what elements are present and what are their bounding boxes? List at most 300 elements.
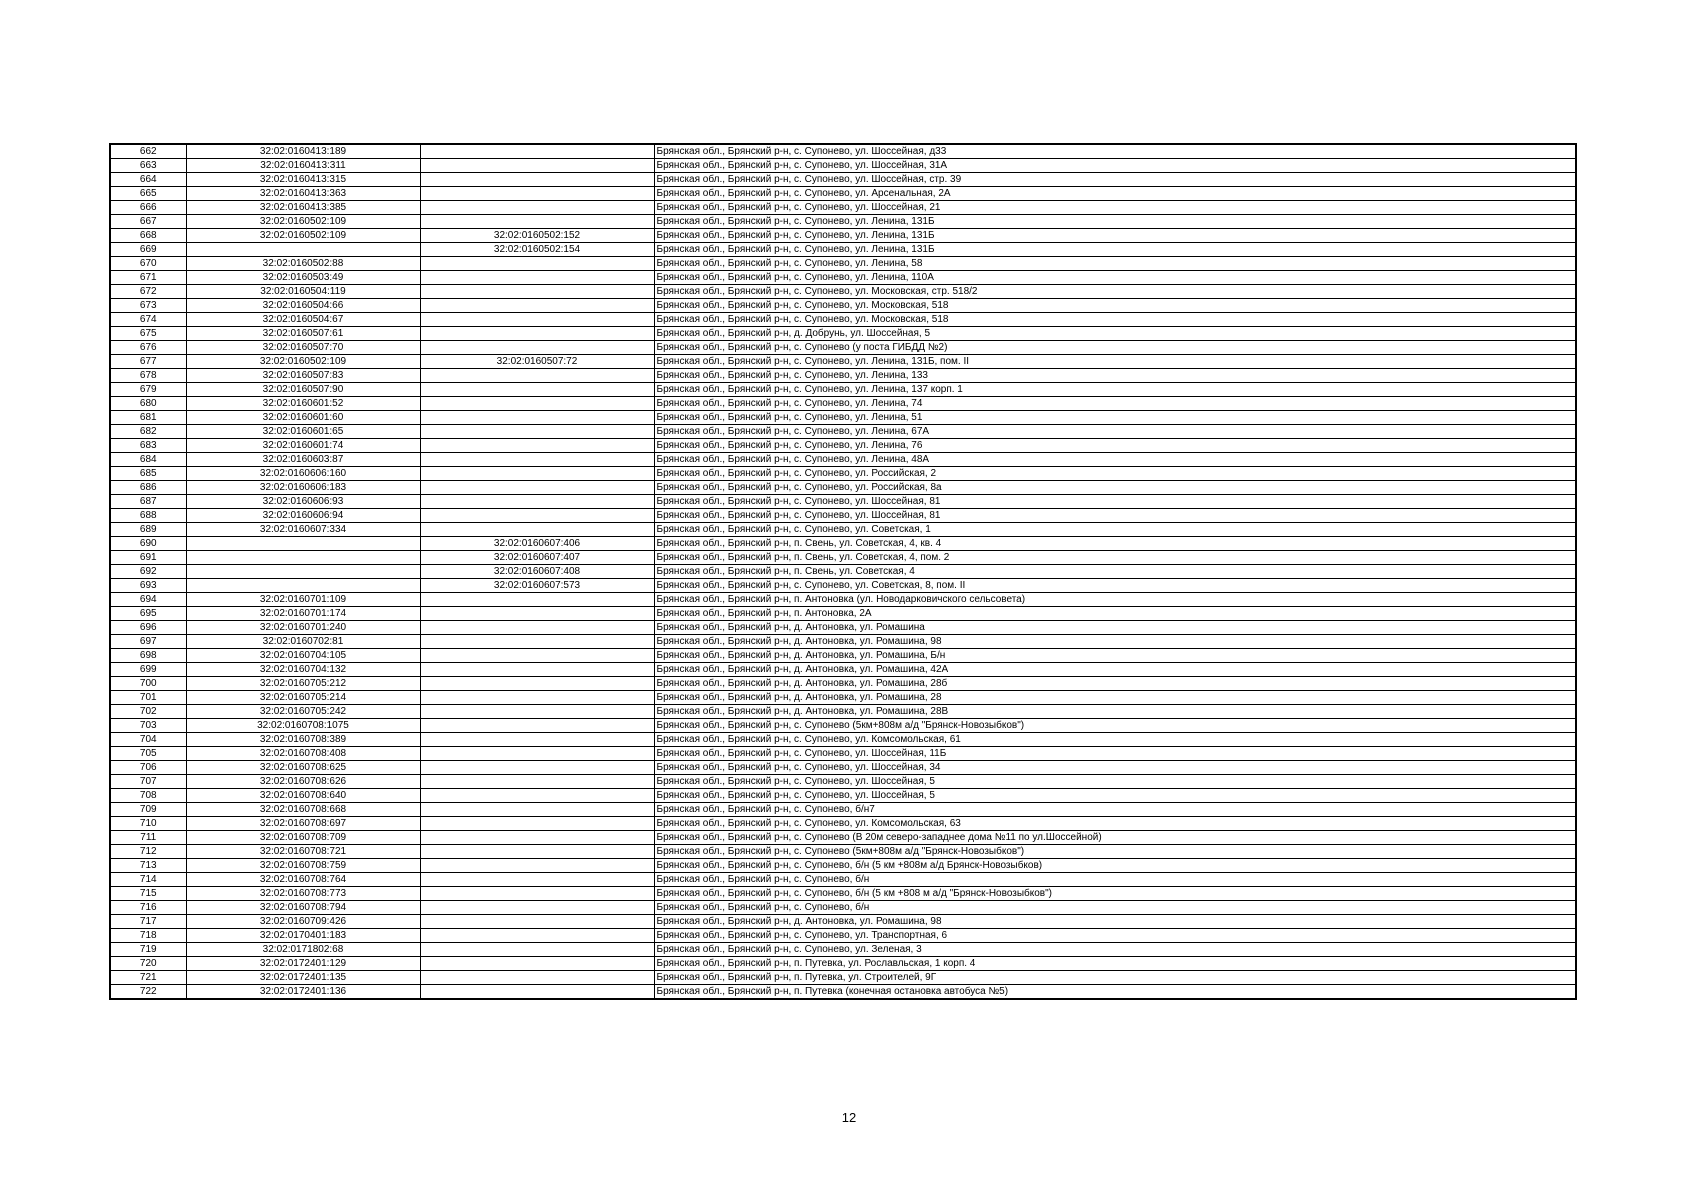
parent-cadastral-number-cell: 32:02:0160607:573 [420, 579, 654, 593]
parent-cadastral-number-cell [420, 369, 654, 383]
cadastral-number-cell: 32:02:0160507:90 [186, 383, 420, 397]
address-cell: Брянская обл., Брянский р-н, с. Супонево, ул. Ленина, 131Б, пом. II [654, 355, 1576, 369]
row-number-cell: 713 [110, 859, 186, 873]
parent-cadastral-number-cell [420, 621, 654, 635]
table-row [110, 257, 1576, 271]
cadastral-number-cell: 32:02:0160507:70 [186, 341, 420, 355]
table-row [110, 901, 1576, 915]
table-body [110, 144, 1576, 999]
parent-cadastral-number-cell [420, 957, 654, 971]
row-number-cell: 699 [110, 663, 186, 677]
row-number-cell: 686 [110, 481, 186, 495]
cadastral-number-cell: 32:02:0160413:311 [186, 159, 420, 173]
cadastral-number-cell: 32:02:0160708:773 [186, 887, 420, 901]
cadastral-number-cell: 32:02:0160708:759 [186, 859, 420, 873]
parent-cadastral-number-cell [420, 901, 654, 915]
cadastral-number-cell: 32:02:0160701:240 [186, 621, 420, 635]
table-row [110, 187, 1576, 201]
parent-cadastral-number-cell [420, 873, 654, 887]
parent-cadastral-number-cell: 32:02:0160607:406 [420, 537, 654, 551]
cadastral-number-cell: 32:02:0160502:88 [186, 257, 420, 271]
cadastral-number-cell: 32:02:0160708:626 [186, 775, 420, 789]
row-number-cell: 698 [110, 649, 186, 663]
cadastral-number-cell: 32:02:0160606:93 [186, 495, 420, 509]
table-row [110, 411, 1576, 425]
address-cell: Брянская обл., Брянский р-н, с. Супонево, б/н [654, 901, 1576, 915]
parent-cadastral-number-cell: 32:02:0160607:407 [420, 551, 654, 565]
cadastral-number-cell: 32:02:0160504:66 [186, 299, 420, 313]
address-cell: Брянская обл., Брянский р-н, с. Супонево, ул. Транспортная, 6 [654, 929, 1576, 943]
parent-cadastral-number-cell [420, 327, 654, 341]
parent-cadastral-number-cell [420, 733, 654, 747]
address-cell: Брянская обл., Брянский р-н, с. Супонево, ул. Ленина, 76 [654, 439, 1576, 453]
row-number-cell: 719 [110, 943, 186, 957]
cadastral-number-cell: 32:02:0160507:61 [186, 327, 420, 341]
address-cell: Брянская обл., Брянский р-н, с. Супонево, б/н (5 км +808 м а/д "Брянск-Новозыбков") [654, 887, 1576, 901]
table-row [110, 271, 1576, 285]
address-cell: Брянская обл., Брянский р-н, с. Супонево, ул. Шоссейная, стр. 39 [654, 173, 1576, 187]
cadastral-number-cell: 32:02:0160704:105 [186, 649, 420, 663]
address-cell: Брянская обл., Брянский р-н, с. Супонево, б/н (5 км +808м а/д Брянск-Новозыбков) [654, 859, 1576, 873]
table-row [110, 621, 1576, 635]
parent-cadastral-number-cell [420, 831, 654, 845]
address-cell: Брянская обл., Брянский р-н, с. Супонево, ул. Российская, 2 [654, 467, 1576, 481]
table-row [110, 705, 1576, 719]
cadastral-number-cell: 32:02:0160606:94 [186, 509, 420, 523]
table-row [110, 369, 1576, 383]
property-register-table [109, 143, 1577, 1000]
address-cell: Брянская обл., Брянский р-н, с. Супонево, ул. Ленина, 74 [654, 397, 1576, 411]
parent-cadastral-number-cell [420, 887, 654, 901]
parent-cadastral-number-cell: 32:02:0160507:72 [420, 355, 654, 369]
parent-cadastral-number-cell [420, 173, 654, 187]
address-cell: Брянская обл., Брянский р-н, с. Супонево, ул. Ленина, 131Б [654, 215, 1576, 229]
table-row [110, 593, 1576, 607]
cadastral-number-cell: 32:02:0160705:212 [186, 677, 420, 691]
cadastral-number-cell: 32:02:0160504:67 [186, 313, 420, 327]
address-cell: Брянская обл., Брянский р-н, п. Путевка (конечная остановка автобуса №5) [654, 985, 1576, 1000]
address-cell: Брянская обл., Брянский р-н, с. Супонево, ул. Московская, 518 [654, 313, 1576, 327]
parent-cadastral-number-cell [420, 747, 654, 761]
row-number-cell: 669 [110, 243, 186, 257]
table-row [110, 985, 1576, 1000]
parent-cadastral-number-cell [420, 313, 654, 327]
parent-cadastral-number-cell [420, 425, 654, 439]
cadastral-number-cell: 32:02:0160704:132 [186, 663, 420, 677]
parent-cadastral-number-cell [420, 971, 654, 985]
row-number-cell: 683 [110, 439, 186, 453]
row-number-cell: 717 [110, 915, 186, 929]
row-number-cell: 670 [110, 257, 186, 271]
table-row [110, 551, 1576, 565]
address-cell: Брянская обл., Брянский р-н, с. Супонево, ул. Ленина, 110А [654, 271, 1576, 285]
address-cell: Брянская обл., Брянский р-н, с. Супонево, ул. Шоссейная, 11Б [654, 747, 1576, 761]
table-row [110, 327, 1576, 341]
row-number-cell: 720 [110, 957, 186, 971]
cadastral-number-cell: 32:02:0160701:109 [186, 593, 420, 607]
cadastral-number-cell: 32:02:0160705:214 [186, 691, 420, 705]
address-cell: Брянская обл., Брянский р-н, д. Антоновка, ул. Ромашина, 28 [654, 691, 1576, 705]
row-number-cell: 712 [110, 845, 186, 859]
parent-cadastral-number-cell [420, 775, 654, 789]
address-cell: Брянская обл., Брянский р-н, с. Супонево, ул. Шоссейная, 34 [654, 761, 1576, 775]
table-row [110, 579, 1576, 593]
address-cell: Брянская обл., Брянский р-н, д. Антоновка, ул. Ромашина, 98 [654, 635, 1576, 649]
parent-cadastral-number-cell [420, 691, 654, 705]
cadastral-number-cell: 32:02:0160708:640 [186, 789, 420, 803]
address-cell: Брянская обл., Брянский р-н, с. Супонево, ул. Арсенальная, 2А [654, 187, 1576, 201]
table-row [110, 173, 1576, 187]
parent-cadastral-number-cell: 32:02:0160607:408 [420, 565, 654, 579]
parent-cadastral-number-cell [420, 201, 654, 215]
row-number-cell: 700 [110, 677, 186, 691]
parent-cadastral-number-cell [420, 257, 654, 271]
cadastral-number-cell: 32:02:0160708:668 [186, 803, 420, 817]
cadastral-number-cell: 32:02:0160606:183 [186, 481, 420, 495]
row-number-cell: 702 [110, 705, 186, 719]
row-number-cell: 709 [110, 803, 186, 817]
parent-cadastral-number-cell [420, 943, 654, 957]
row-number-cell: 705 [110, 747, 186, 761]
parent-cadastral-number-cell [420, 481, 654, 495]
table-row [110, 537, 1576, 551]
table-row [110, 397, 1576, 411]
row-number-cell: 697 [110, 635, 186, 649]
row-number-cell: 672 [110, 285, 186, 299]
page-number: 12 [841, 1110, 857, 1125]
parent-cadastral-number-cell [420, 383, 654, 397]
address-cell: Брянская обл., Брянский р-н, д. Антоновка, ул. Ромашина, 42А [654, 663, 1576, 677]
table-row [110, 957, 1576, 971]
cadastral-number-cell: 32:02:0160701:174 [186, 607, 420, 621]
address-cell: Брянская обл., Брянский р-н, д. Антоновка, ул. Ромашина, 98 [654, 915, 1576, 929]
address-cell: Брянская обл., Брянский р-н, с. Супонево, ул. Шоссейная, 81 [654, 509, 1576, 523]
row-number-cell: 680 [110, 397, 186, 411]
parent-cadastral-number-cell [420, 929, 654, 943]
address-cell: Брянская обл., Брянский р-н, д. Антоновка, ул. Ромашина [654, 621, 1576, 635]
table-row [110, 943, 1576, 957]
row-number-cell: 716 [110, 901, 186, 915]
cadastral-number-cell: 32:02:0160601:74 [186, 439, 420, 453]
row-number-cell: 701 [110, 691, 186, 705]
cadastral-number-cell: 32:02:0160708:697 [186, 817, 420, 831]
cadastral-number-cell: 32:02:0160413:315 [186, 173, 420, 187]
cadastral-number-cell: 32:02:0160708:794 [186, 901, 420, 915]
cadastral-number-cell: 32:02:0170401:183 [186, 929, 420, 943]
table-row [110, 747, 1576, 761]
row-number-cell: 708 [110, 789, 186, 803]
parent-cadastral-number-cell [420, 915, 654, 929]
table-row [110, 719, 1576, 733]
table-row [110, 971, 1576, 985]
parent-cadastral-number-cell [420, 397, 654, 411]
table-row [110, 313, 1576, 327]
row-number-cell: 684 [110, 453, 186, 467]
table-row [110, 859, 1576, 873]
address-cell: Брянская обл., Брянский р-н, д. Антоновка, ул. Ромашина, 28б [654, 677, 1576, 691]
parent-cadastral-number-cell [420, 985, 654, 1000]
address-cell: Брянская обл., Брянский р-н, п. Путевка, ул. Строителей, 9Г [654, 971, 1576, 985]
row-number-cell: 665 [110, 187, 186, 201]
address-cell: Брянская обл., Брянский р-н, с. Супонево, ул. Ленина, 58 [654, 257, 1576, 271]
address-cell: Брянская обл., Брянский р-н, с. Супонево, ул. Ленина, 48А [654, 453, 1576, 467]
cadastral-number-cell: 32:02:0160601:65 [186, 425, 420, 439]
table-row [110, 215, 1576, 229]
table-row [110, 439, 1576, 453]
table-row [110, 341, 1576, 355]
table-row [110, 201, 1576, 215]
cadastral-number-cell: 32:02:0160702:81 [186, 635, 420, 649]
table-row [110, 831, 1576, 845]
table-row [110, 803, 1576, 817]
parent-cadastral-number-cell [420, 285, 654, 299]
table-row [110, 887, 1576, 901]
parent-cadastral-number-cell [420, 677, 654, 691]
address-cell: Брянская обл., Брянский р-н, с. Супонево, ул. Ленина, 133 [654, 369, 1576, 383]
parent-cadastral-number-cell: 32:02:0160502:152 [420, 229, 654, 243]
table-row [110, 873, 1576, 887]
cadastral-number-cell: 32:02:0160413:385 [186, 201, 420, 215]
cadastral-number-cell: 32:02:0160502:109 [186, 355, 420, 369]
table-row [110, 789, 1576, 803]
parent-cadastral-number-cell [420, 215, 654, 229]
row-number-cell: 693 [110, 579, 186, 593]
cadastral-number-cell [186, 537, 420, 551]
table-row [110, 663, 1576, 677]
table-row [110, 635, 1576, 649]
cadastral-number-cell: 32:02:0160507:83 [186, 369, 420, 383]
row-number-cell: 710 [110, 817, 186, 831]
cadastral-number-cell: 32:02:0172401:135 [186, 971, 420, 985]
cadastral-number-cell: 32:02:0171802:68 [186, 943, 420, 957]
address-cell: Брянская обл., Брянский р-н, с. Супонево, ул. Шоссейная, 21 [654, 201, 1576, 215]
parent-cadastral-number-cell [420, 341, 654, 355]
cadastral-number-cell [186, 243, 420, 257]
address-cell: Брянская обл., Брянский р-н, с. Супонево, ул. Ленина, 67А [654, 425, 1576, 439]
row-number-cell: 687 [110, 495, 186, 509]
parent-cadastral-number-cell [420, 607, 654, 621]
cadastral-number-cell: 32:02:0160607:334 [186, 523, 420, 537]
address-cell: Брянская обл., Брянский р-н, с. Супонево, б/н [654, 873, 1576, 887]
cadastral-number-cell: 32:02:0160708:709 [186, 831, 420, 845]
address-cell: Брянская обл., Брянский р-н, д. Добрунь, ул. Шоссейная, 5 [654, 327, 1576, 341]
table-row [110, 467, 1576, 481]
address-cell: Брянская обл., Брянский р-н, с. Супонево, ул. Российская, 8а [654, 481, 1576, 495]
address-cell: Брянская обл., Брянский р-н, с. Супонево, б/н7 [654, 803, 1576, 817]
row-number-cell: 692 [110, 565, 186, 579]
cadastral-number-cell [186, 565, 420, 579]
cadastral-number-cell: 32:02:0172401:136 [186, 985, 420, 1000]
table-row [110, 733, 1576, 747]
row-number-cell: 689 [110, 523, 186, 537]
parent-cadastral-number-cell [420, 411, 654, 425]
cadastral-number-cell: 32:02:0160503:49 [186, 271, 420, 285]
address-cell: Брянская обл., Брянский р-н, с. Супонево, ул. Зеленая, 3 [654, 943, 1576, 957]
cadastral-number-cell: 32:02:0160601:52 [186, 397, 420, 411]
row-number-cell: 675 [110, 327, 186, 341]
row-number-cell: 685 [110, 467, 186, 481]
parent-cadastral-number-cell [420, 144, 654, 159]
row-number-cell: 695 [110, 607, 186, 621]
row-number-cell: 677 [110, 355, 186, 369]
row-number-cell: 711 [110, 831, 186, 845]
row-number-cell: 667 [110, 215, 186, 229]
address-cell: Брянская обл., Брянский р-н, п. Антоновка (ул. Новодарковичского сельсовета) [654, 593, 1576, 607]
row-number-cell: 718 [110, 929, 186, 943]
table-row [110, 481, 1576, 495]
parent-cadastral-number-cell [420, 817, 654, 831]
table-row [110, 159, 1576, 173]
cadastral-number-cell: 32:02:0160708:408 [186, 747, 420, 761]
table-row [110, 915, 1576, 929]
address-cell: Брянская обл., Брянский р-н, с. Супонево, ул. Ленина, 131Б [654, 229, 1576, 243]
row-number-cell: 715 [110, 887, 186, 901]
row-number-cell: 704 [110, 733, 186, 747]
row-number-cell: 714 [110, 873, 186, 887]
row-number-cell: 696 [110, 621, 186, 635]
cadastral-number-cell: 32:02:0160601:60 [186, 411, 420, 425]
table-row [110, 761, 1576, 775]
parent-cadastral-number-cell [420, 439, 654, 453]
cadastral-number-cell [186, 579, 420, 593]
table-row [110, 285, 1576, 299]
row-number-cell: 676 [110, 341, 186, 355]
table-row [110, 929, 1576, 943]
table-row [110, 845, 1576, 859]
address-cell: Брянская обл., Брянский р-н, с. Супонево (5км+808м а/д "Брянск-Новозыбков") [654, 845, 1576, 859]
cadastral-number-cell: 32:02:0160504:119 [186, 285, 420, 299]
parent-cadastral-number-cell [420, 859, 654, 873]
table-row [110, 495, 1576, 509]
address-cell: Брянская обл., Брянский р-н, п. Антоновка, 2А [654, 607, 1576, 621]
row-number-cell: 671 [110, 271, 186, 285]
parent-cadastral-number-cell [420, 663, 654, 677]
row-number-cell: 666 [110, 201, 186, 215]
cadastral-number-cell: 32:02:0160606:160 [186, 467, 420, 481]
table-row [110, 229, 1576, 243]
parent-cadastral-number-cell [420, 271, 654, 285]
row-number-cell: 691 [110, 551, 186, 565]
row-number-cell: 678 [110, 369, 186, 383]
address-cell: Брянская обл., Брянский р-н, с. Супонево, ул. Шоссейная, 81 [654, 495, 1576, 509]
address-cell: Брянская обл., Брянский р-н, п. Свень, ул. Советская, 4, пом. 2 [654, 551, 1576, 565]
row-number-cell: 682 [110, 425, 186, 439]
address-cell: Брянская обл., Брянский р-н, с. Супонево, ул. Ленина, 131Б [654, 243, 1576, 257]
address-cell: Брянская обл., Брянский р-н, с. Супонево, ул. Советская, 1 [654, 523, 1576, 537]
address-cell: Брянская обл., Брянский р-н, с. Супонево, ул. Шоссейная, 5 [654, 789, 1576, 803]
parent-cadastral-number-cell [420, 453, 654, 467]
table-row [110, 453, 1576, 467]
address-cell: Брянская обл., Брянский р-н, с. Супонево, ул. Ленина, 51 [654, 411, 1576, 425]
cadastral-number-cell: 32:02:0160502:109 [186, 215, 420, 229]
cadastral-number-cell: 32:02:0160709:426 [186, 915, 420, 929]
parent-cadastral-number-cell [420, 495, 654, 509]
cadastral-number-cell: 32:02:0172401:129 [186, 957, 420, 971]
address-cell: Брянская обл., Брянский р-н, д. Антоновка, ул. Ромашина, 28В [654, 705, 1576, 719]
address-cell: Брянская обл., Брянский р-н, с. Супонево (В 20м северо-западнее дома №11 по ул.Шоссейной) [654, 831, 1576, 845]
cadastral-number-cell: 32:02:0160708:721 [186, 845, 420, 859]
cadastral-number-cell: 32:02:0160708:1075 [186, 719, 420, 733]
cadastral-number-cell: 32:02:0160502:109 [186, 229, 420, 243]
cadastral-number-cell [186, 551, 420, 565]
parent-cadastral-number-cell [420, 705, 654, 719]
address-cell: Брянская обл., Брянский р-н, с. Супонево, ул. Советская, 8, пом. II [654, 579, 1576, 593]
row-number-cell: 688 [110, 509, 186, 523]
row-number-cell: 674 [110, 313, 186, 327]
address-cell: Брянская обл., Брянский р-н, с. Супонево, ул. Шоссейная, д33 [654, 144, 1576, 159]
parent-cadastral-number-cell [420, 299, 654, 313]
row-number-cell: 706 [110, 761, 186, 775]
row-number-cell: 664 [110, 173, 186, 187]
table-row [110, 565, 1576, 579]
table-row [110, 775, 1576, 789]
table-row [110, 817, 1576, 831]
table-row [110, 144, 1576, 159]
parent-cadastral-number-cell [420, 187, 654, 201]
address-cell: Брянская обл., Брянский р-н, с. Супонево, ул. Московская, стр. 518/2 [654, 285, 1576, 299]
table-row [110, 523, 1576, 537]
row-number-cell: 707 [110, 775, 186, 789]
row-number-cell: 662 [110, 144, 186, 159]
table-row [110, 355, 1576, 369]
table-row [110, 425, 1576, 439]
parent-cadastral-number-cell [420, 523, 654, 537]
row-number-cell: 681 [110, 411, 186, 425]
address-cell: Брянская обл., Брянский р-н, с. Супонево, ул. Комсомольская, 61 [654, 733, 1576, 747]
parent-cadastral-number-cell: 32:02:0160502:154 [420, 243, 654, 257]
row-number-cell: 663 [110, 159, 186, 173]
parent-cadastral-number-cell [420, 845, 654, 859]
address-cell: Брянская обл., Брянский р-н, с. Супонево, ул. Шоссейная, 31А [654, 159, 1576, 173]
parent-cadastral-number-cell [420, 593, 654, 607]
table-row [110, 383, 1576, 397]
cadastral-number-cell: 32:02:0160413:363 [186, 187, 420, 201]
parent-cadastral-number-cell [420, 803, 654, 817]
parent-cadastral-number-cell [420, 789, 654, 803]
cadastral-number-cell: 32:02:0160705:242 [186, 705, 420, 719]
row-number-cell: 668 [110, 229, 186, 243]
parent-cadastral-number-cell [420, 467, 654, 481]
table-row [110, 509, 1576, 523]
cadastral-number-cell: 32:02:0160708:625 [186, 761, 420, 775]
parent-cadastral-number-cell [420, 761, 654, 775]
address-cell: Брянская обл., Брянский р-н, с. Супонево, ул. Ленина, 137 корп. 1 [654, 383, 1576, 397]
address-cell: Брянская обл., Брянский р-н, п. Свень, ул. Советская, 4 [654, 565, 1576, 579]
address-cell: Брянская обл., Брянский р-н, с. Супонево (у поста ГИБДД №2) [654, 341, 1576, 355]
cadastral-number-cell: 32:02:0160708:389 [186, 733, 420, 747]
table-row [110, 299, 1576, 313]
address-cell: Брянская обл., Брянский р-н, с. Супонево, ул. Комсомольская, 63 [654, 817, 1576, 831]
table-row [110, 243, 1576, 257]
address-cell: Брянская обл., Брянский р-н, с. Супонево, ул. Московская, 518 [654, 299, 1576, 313]
parent-cadastral-number-cell [420, 649, 654, 663]
table-row [110, 691, 1576, 705]
cadastral-number-cell: 32:02:0160708:764 [186, 873, 420, 887]
row-number-cell: 721 [110, 971, 186, 985]
parent-cadastral-number-cell [420, 159, 654, 173]
address-cell: Брянская обл., Брянский р-н, с. Супонево (5км+808м а/д "Брянск-Новозыбков") [654, 719, 1576, 733]
table-row [110, 649, 1576, 663]
table-row [110, 677, 1576, 691]
parent-cadastral-number-cell [420, 635, 654, 649]
row-number-cell: 679 [110, 383, 186, 397]
address-cell: Брянская обл., Брянский р-н, п. Путевка, ул. Рославльская, 1 корп. 4 [654, 957, 1576, 971]
cadastral-number-cell: 32:02:0160603:87 [186, 453, 420, 467]
row-number-cell: 703 [110, 719, 186, 733]
parent-cadastral-number-cell [420, 509, 654, 523]
parent-cadastral-number-cell [420, 719, 654, 733]
row-number-cell: 690 [110, 537, 186, 551]
